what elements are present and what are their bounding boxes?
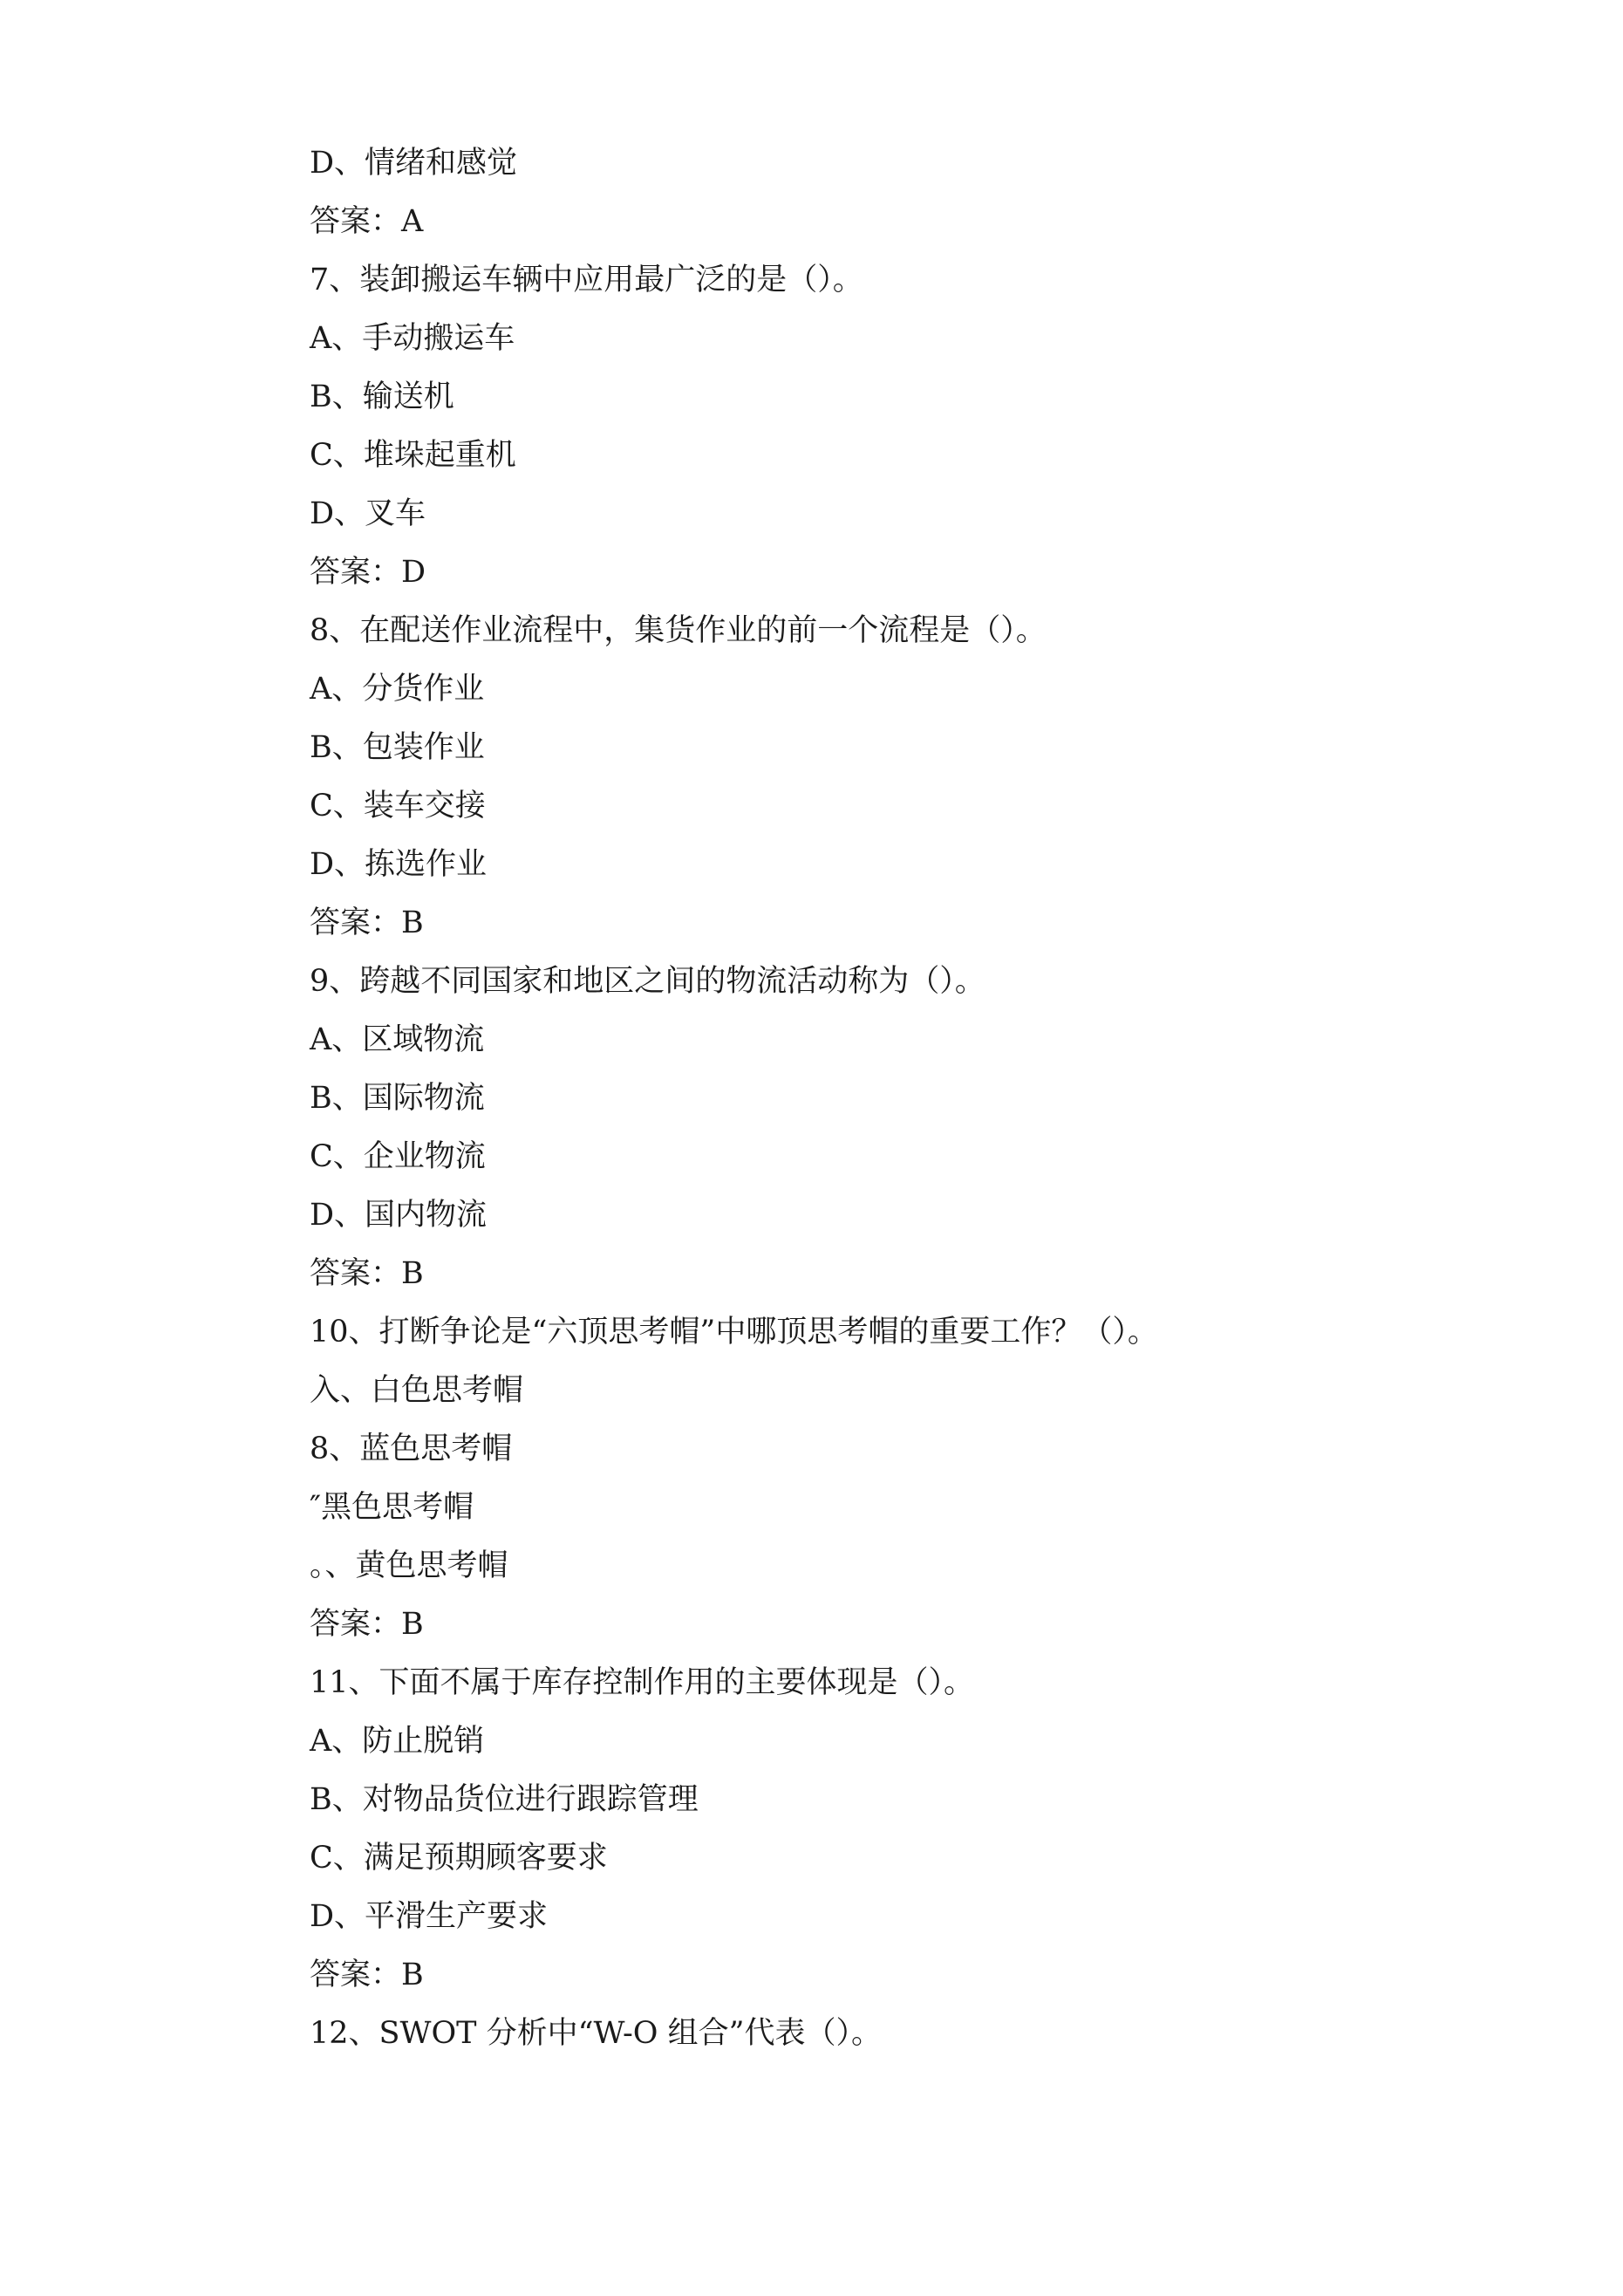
option-b-q7: B、输送机 xyxy=(310,379,454,414)
answer-q7: 答案：D xyxy=(310,555,426,590)
question-11: 11、下面不属于库存控制作用的主要体现是（）。 xyxy=(310,1665,975,1700)
answer-q10: 答案：B xyxy=(310,1607,424,1642)
option-c-q10: ″黑色思考帽 xyxy=(310,1490,474,1525)
question-9: 9、跨越不同国家和地区之间的物流活动称为（）。 xyxy=(310,964,985,999)
option-d-q11: D、平滑生产要求 xyxy=(310,1899,549,1934)
answer-q6: 答案：A xyxy=(310,204,424,239)
option-d-q7: D、叉车 xyxy=(310,496,426,531)
option-d-q10: 。、黄色思考帽 xyxy=(310,1548,508,1583)
option-b-q10: 8、蓝色思考帽 xyxy=(310,1432,513,1466)
option-a-q10: 入、白色思考帽 xyxy=(310,1373,524,1408)
answer-q9: 答案：B xyxy=(310,1256,424,1291)
answer-q11: 答案：B xyxy=(310,1958,424,1992)
option-b-q9: B、国际物流 xyxy=(310,1081,485,1116)
option-d-q9: D、国内物流 xyxy=(310,1198,488,1233)
option-a-q7: A、手动搬运车 xyxy=(310,321,515,356)
question-8: 8、在配送作业流程中，集货作业的前一个流程是（）。 xyxy=(310,613,1047,648)
question-10: 10、打断争论是“六顶思考帽”中哪顶思考帽的重要工作？（）。 xyxy=(310,1315,1158,1350)
option-b-q8: B、包装作业 xyxy=(310,730,485,765)
question-7: 7、装卸搬运车辆中应用最广泛的是（）。 xyxy=(310,263,863,297)
option-c-q9: C、企业物流 xyxy=(310,1139,486,1174)
answer-q8: 答案：B xyxy=(310,905,424,940)
option-c-q8: C、装车交接 xyxy=(310,789,486,823)
option-a-q8: A、分货作业 xyxy=(310,672,485,707)
option-a-q11: A、防止脱销 xyxy=(310,1724,485,1759)
option-c-q7: C、堆垛起重机 xyxy=(310,438,516,473)
option-c-q11: C、满足预期顾客要求 xyxy=(310,1841,608,1876)
option-a-q9: A、区域物流 xyxy=(310,1022,485,1057)
question-12: 12、SWOT 分析中“W-O 组合”代表（）。 xyxy=(310,2016,883,2051)
option-d-q8: D、拣选作业 xyxy=(310,847,488,882)
option-b-q11: B、对物品货位进行跟踪管理 xyxy=(310,1782,699,1817)
option-d-q6: D、情绪和感觉 xyxy=(310,146,518,181)
